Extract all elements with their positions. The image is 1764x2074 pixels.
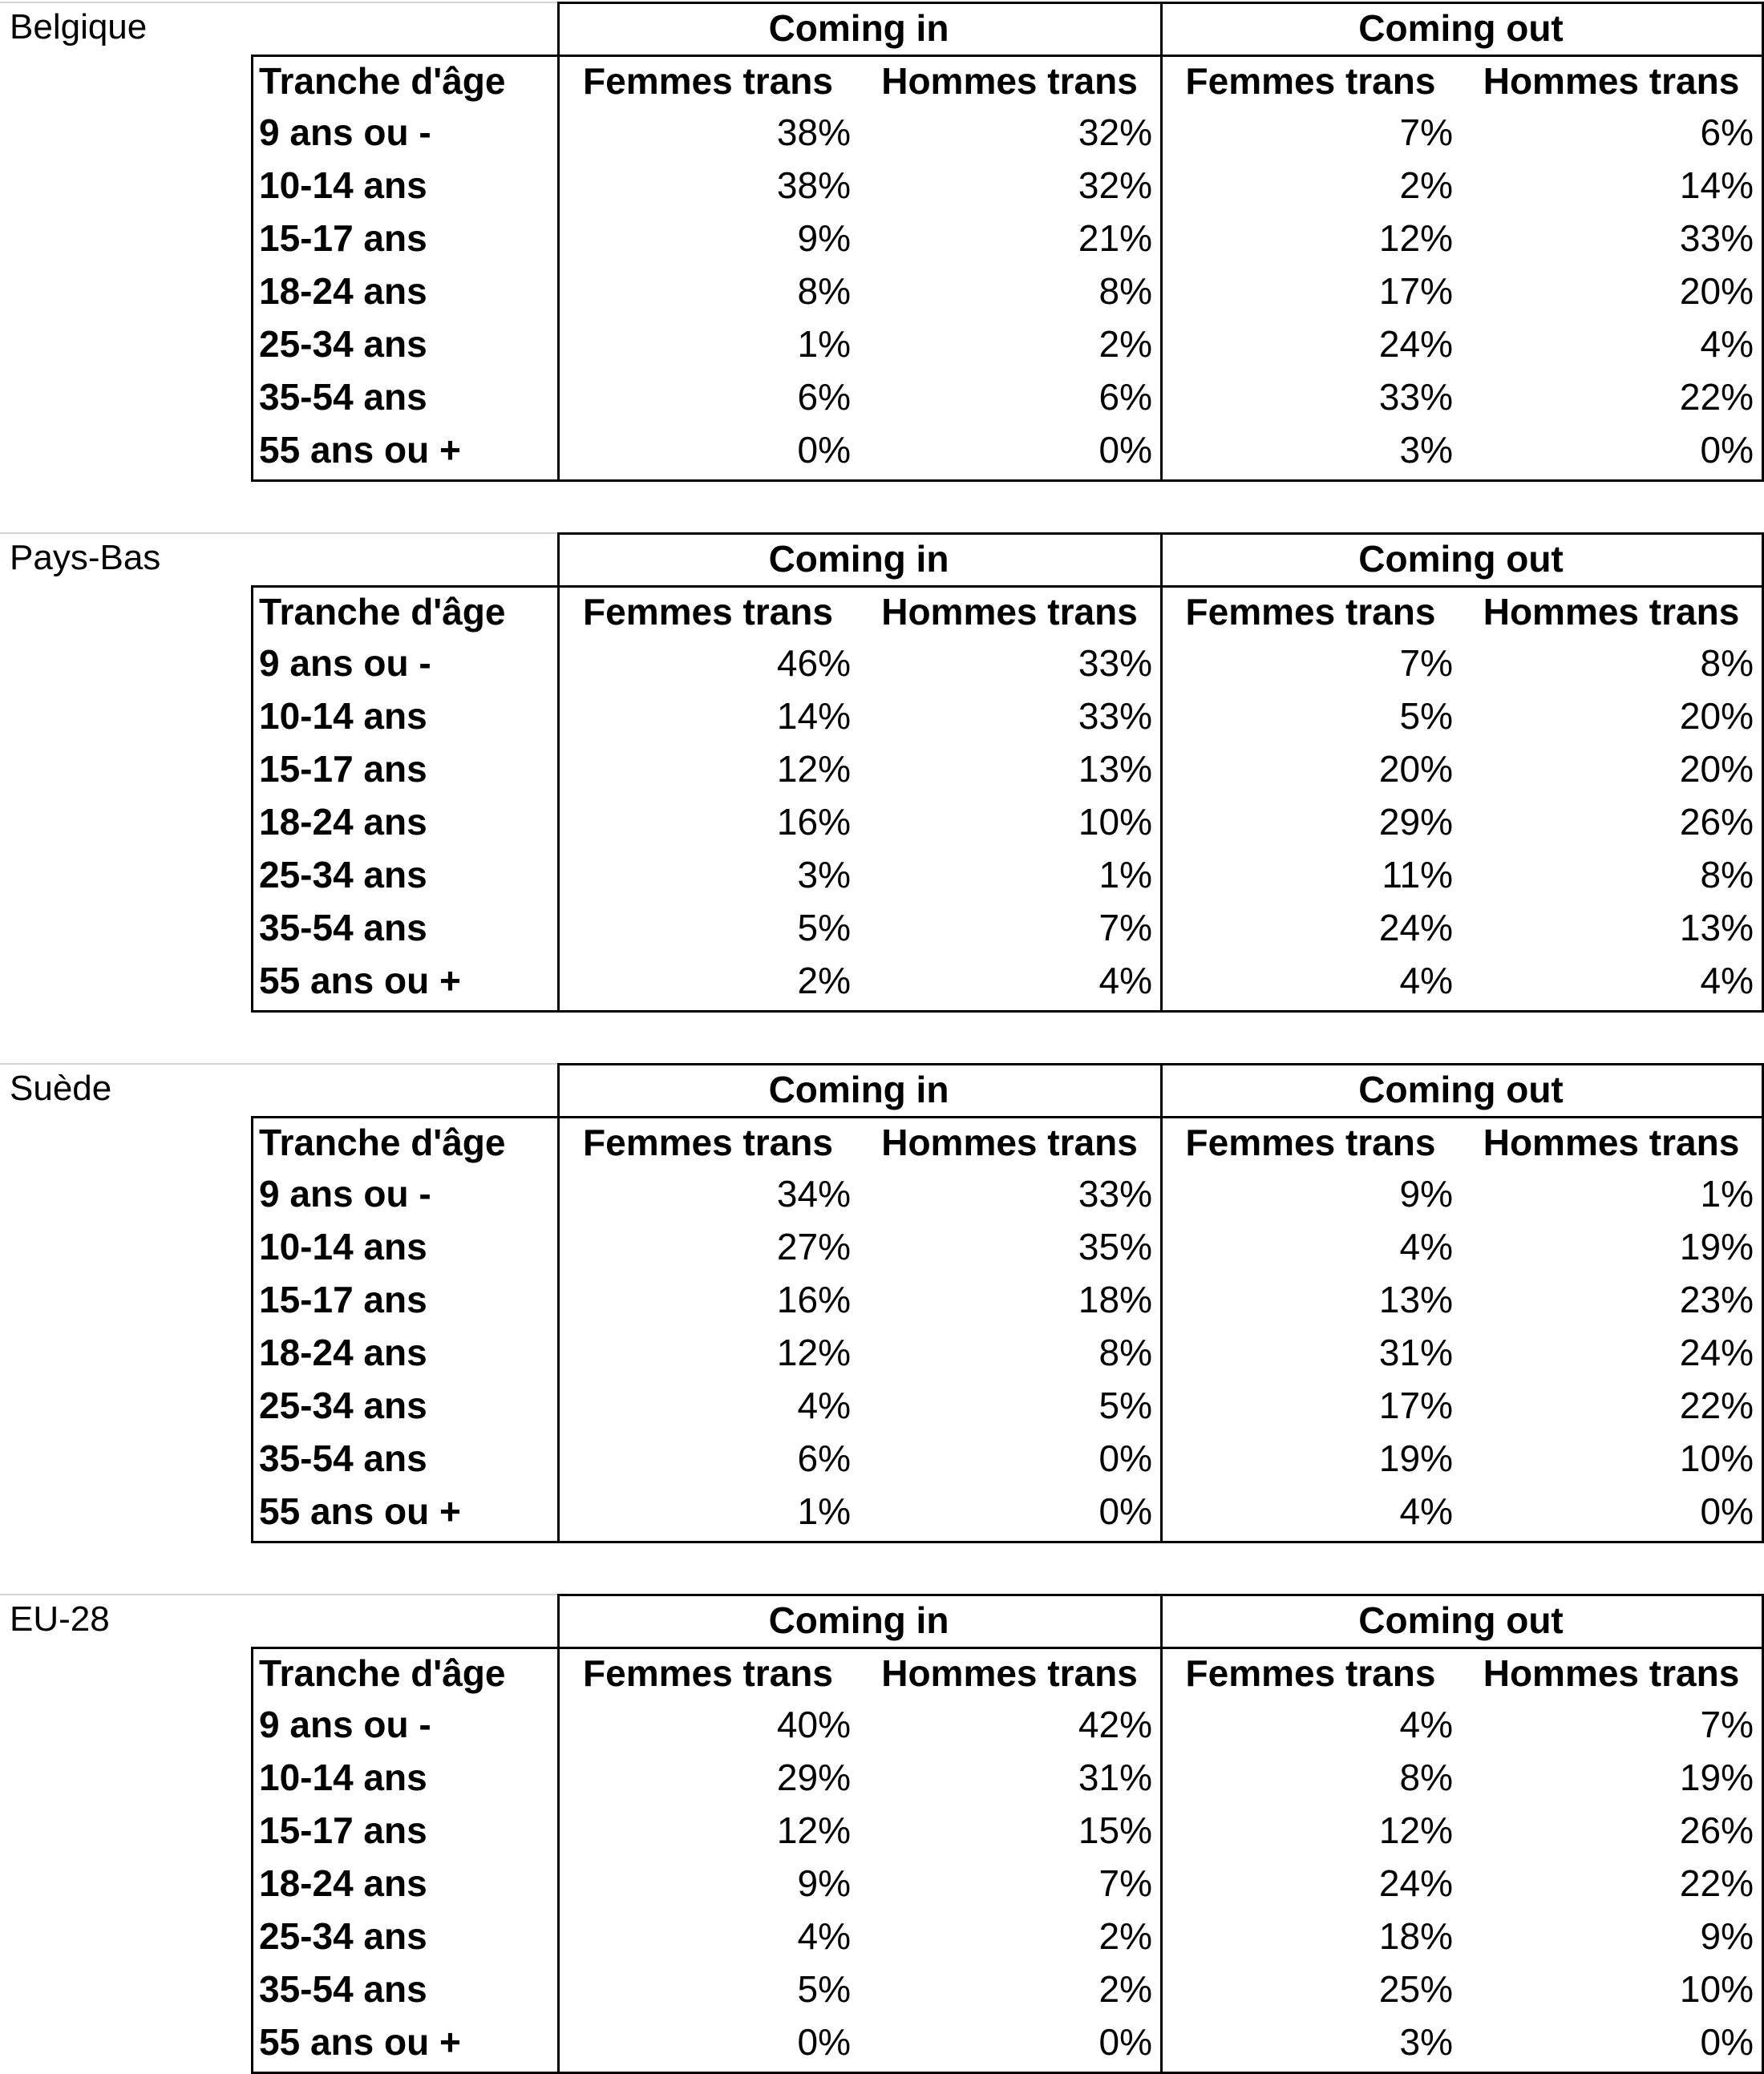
percentage-cell[interactable]: 4%: [1399, 1490, 1453, 1532]
percentage-cell[interactable]: 16%: [776, 801, 851, 843]
percentage-cell[interactable]: 0%: [797, 2021, 851, 2063]
percentage-cell[interactable]: 22%: [1679, 1385, 1754, 1426]
coming-out-femmes-header: Femmes trans: [1185, 60, 1436, 102]
percentage-cell[interactable]: 14%: [1679, 164, 1754, 206]
age-group-label: 9 ans ou -: [259, 642, 431, 684]
percentage-cell[interactable]: 4%: [1700, 960, 1754, 1001]
percentage-cell[interactable]: 0%: [1098, 1437, 1152, 1479]
table-border: [557, 1063, 560, 1543]
country-label: Suède: [10, 1069, 112, 1108]
percentage-cell[interactable]: 31%: [1078, 1757, 1152, 1798]
age-group-label: 10-14 ans: [259, 695, 427, 737]
table-border: [251, 55, 1764, 57]
percentage-cell[interactable]: 38%: [776, 164, 851, 206]
gridline: [0, 1594, 557, 1595]
percentage-cell[interactable]: 42%: [1078, 1704, 1152, 1745]
age-group-label: 18-24 ans: [259, 270, 427, 312]
age-column-header: Tranche d'âge: [259, 1652, 506, 1694]
table-border: [557, 1594, 560, 2074]
age-group-label: 25-34 ans: [259, 1385, 427, 1426]
percentage-cell[interactable]: 18%: [1378, 1915, 1453, 1957]
coming-out-femmes-header: Femmes trans: [1185, 591, 1436, 633]
coming-in-hommes-header: Hommes trans: [881, 1122, 1138, 1163]
percentage-cell[interactable]: 23%: [1679, 1279, 1754, 1320]
percentage-cell[interactable]: 6%: [797, 376, 851, 418]
age-group-label: 25-34 ans: [259, 1915, 427, 1957]
age-group-label: 35-54 ans: [259, 376, 427, 418]
percentage-cell[interactable]: 13%: [1679, 907, 1754, 948]
percentage-cell[interactable]: 1%: [1098, 854, 1152, 895]
percentage-cell[interactable]: 5%: [797, 907, 851, 948]
percentage-cell[interactable]: 9%: [797, 1862, 851, 1904]
percentage-cell[interactable]: 33%: [1078, 642, 1152, 684]
percentage-cell[interactable]: 20%: [1679, 270, 1754, 312]
percentage-cell[interactable]: 19%: [1679, 1226, 1754, 1267]
percentage-cell[interactable]: 29%: [1378, 801, 1453, 843]
gridline: [0, 2, 557, 3]
percentage-cell[interactable]: 4%: [1399, 1704, 1453, 1745]
coming-out-hommes-header: Hommes trans: [1483, 1122, 1740, 1163]
age-group-label: 10-14 ans: [259, 1757, 427, 1798]
table-block-3: [0, 1592, 1764, 2073]
percentage-cell[interactable]: 0%: [1700, 1490, 1754, 1532]
coming-in-femmes-header: Femmes trans: [583, 1652, 833, 1694]
percentage-cell[interactable]: 2%: [1098, 1915, 1152, 1957]
age-column-header: Tranche d'âge: [259, 60, 506, 102]
percentage-cell[interactable]: 14%: [776, 695, 851, 737]
percentage-cell[interactable]: 2%: [797, 960, 851, 1001]
age-group-label: 10-14 ans: [259, 164, 427, 206]
percentage-cell[interactable]: 16%: [776, 1279, 851, 1320]
table-border: [251, 585, 253, 1013]
country-label: EU-28: [10, 1599, 110, 1639]
percentage-cell[interactable]: 12%: [1378, 217, 1453, 259]
percentage-cell[interactable]: 1%: [1700, 1173, 1754, 1215]
age-column-header: Tranche d'âge: [259, 591, 506, 633]
percentage-cell[interactable]: 6%: [797, 1437, 851, 1479]
coming-out-header: Coming out: [1358, 1069, 1564, 1110]
percentage-cell[interactable]: 8%: [1098, 1332, 1152, 1373]
percentage-cell[interactable]: 0%: [1098, 1490, 1152, 1532]
age-group-label: 55 ans ou +: [259, 1490, 461, 1532]
percentage-cell[interactable]: 9%: [1399, 1173, 1453, 1215]
percentage-cell[interactable]: 12%: [776, 1809, 851, 1851]
percentage-cell[interactable]: 4%: [797, 1385, 851, 1426]
percentage-cell[interactable]: 33%: [1378, 376, 1453, 418]
age-group-label: 15-17 ans: [259, 748, 427, 790]
table-border: [251, 1541, 1764, 1543]
percentage-cell[interactable]: 7%: [1098, 907, 1152, 948]
percentage-cell[interactable]: 8%: [1700, 854, 1754, 895]
percentage-cell[interactable]: 31%: [1378, 1332, 1453, 1373]
gridline: [0, 1063, 557, 1065]
age-group-label: 9 ans ou -: [259, 1173, 431, 1215]
percentage-cell[interactable]: 35%: [1078, 1226, 1152, 1267]
age-group-label: 35-54 ans: [259, 1437, 427, 1479]
percentage-cell[interactable]: 46%: [776, 642, 851, 684]
percentage-cell[interactable]: 5%: [797, 1968, 851, 2010]
percentage-cell[interactable]: 11%: [1382, 854, 1453, 895]
percentage-cell[interactable]: 1%: [797, 323, 851, 365]
age-group-label: 55 ans ou +: [259, 960, 461, 1001]
table-border: [1160, 532, 1163, 1013]
coming-out-header: Coming out: [1358, 1599, 1564, 1641]
percentage-cell[interactable]: 19%: [1378, 1437, 1453, 1479]
percentage-cell[interactable]: 24%: [1378, 323, 1453, 365]
coming-in-femmes-header: Femmes trans: [583, 60, 833, 102]
coming-in-header: Coming in: [768, 7, 949, 49]
table-border: [1160, 1594, 1163, 2074]
percentage-cell[interactable]: 4%: [1700, 323, 1754, 365]
percentage-cell[interactable]: 12%: [1378, 1809, 1453, 1851]
percentage-cell[interactable]: 2%: [1098, 1968, 1152, 2010]
percentage-cell[interactable]: 4%: [1399, 1226, 1453, 1267]
table-border: [251, 1647, 1764, 1649]
percentage-cell[interactable]: 4%: [1399, 960, 1453, 1001]
percentage-cell[interactable]: 7%: [1700, 1704, 1754, 1745]
coming-out-header: Coming out: [1358, 7, 1564, 49]
percentage-cell[interactable]: 24%: [1679, 1332, 1754, 1373]
table-border: [251, 1116, 253, 1543]
age-column-header: Tranche d'âge: [259, 1122, 506, 1163]
percentage-cell[interactable]: 17%: [1378, 270, 1453, 312]
table-border: [251, 1647, 253, 2074]
coming-in-header: Coming in: [768, 1599, 949, 1641]
percentage-cell[interactable]: 40%: [776, 1704, 851, 1745]
age-group-label: 15-17 ans: [259, 1809, 427, 1851]
age-group-label: 9 ans ou -: [259, 111, 431, 153]
country-label: Belgique: [10, 7, 148, 46]
percentage-cell[interactable]: 3%: [797, 854, 851, 895]
percentage-cell[interactable]: 7%: [1399, 111, 1453, 153]
percentage-cell[interactable]: 10%: [1679, 1968, 1754, 2010]
percentage-cell[interactable]: 20%: [1679, 748, 1754, 790]
percentage-cell[interactable]: 22%: [1679, 1862, 1754, 1904]
coming-out-femmes-header: Femmes trans: [1185, 1652, 1436, 1694]
table-border: [557, 2, 560, 482]
percentage-cell[interactable]: 0%: [1098, 2021, 1152, 2063]
age-group-label: 35-54 ans: [259, 907, 427, 948]
percentage-cell[interactable]: 22%: [1679, 376, 1754, 418]
age-group-label: 9 ans ou -: [259, 1704, 431, 1745]
table-border: [557, 532, 560, 1013]
percentage-cell[interactable]: 8%: [1399, 1757, 1453, 1798]
percentage-cell[interactable]: 12%: [776, 1332, 851, 1373]
percentage-cell[interactable]: 7%: [1098, 1862, 1152, 1904]
table-border: [251, 1116, 1764, 1118]
table-border: [1160, 1063, 1163, 1543]
age-group-label: 18-24 ans: [259, 1332, 427, 1373]
percentage-cell[interactable]: 25%: [1378, 1968, 1453, 2010]
percentage-cell[interactable]: 26%: [1679, 801, 1754, 843]
table-border: [251, 479, 1764, 482]
percentage-cell[interactable]: 4%: [797, 1915, 851, 1957]
percentage-cell[interactable]: 27%: [776, 1226, 851, 1267]
percentage-cell[interactable]: 15%: [1078, 1809, 1152, 1851]
percentage-cell[interactable]: 13%: [1378, 1279, 1453, 1320]
percentage-cell[interactable]: 20%: [1378, 748, 1453, 790]
table-block-1: [0, 531, 1764, 1012]
percentage-cell[interactable]: 33%: [1078, 1173, 1152, 1215]
table-block-0: [0, 0, 1764, 481]
coming-out-header: Coming out: [1358, 538, 1564, 580]
percentage-cell[interactable]: 8%: [797, 270, 851, 312]
coming-in-hommes-header: Hommes trans: [881, 591, 1138, 633]
percentage-cell[interactable]: 13%: [1078, 748, 1152, 790]
age-group-label: 55 ans ou +: [259, 2021, 461, 2063]
percentage-cell[interactable]: 0%: [1700, 429, 1754, 471]
age-group-label: 25-34 ans: [259, 854, 427, 895]
percentage-cell[interactable]: 12%: [776, 748, 851, 790]
percentage-cell[interactable]: 7%: [1399, 642, 1453, 684]
percentage-cell[interactable]: 4%: [1098, 960, 1152, 1001]
percentage-cell[interactable]: 32%: [1078, 164, 1152, 206]
coming-in-header: Coming in: [768, 538, 949, 580]
coming-in-header: Coming in: [768, 1069, 949, 1110]
percentage-cell[interactable]: 17%: [1378, 1385, 1453, 1426]
coming-out-hommes-header: Hommes trans: [1483, 591, 1740, 633]
percentage-cell[interactable]: 0%: [1098, 429, 1152, 471]
percentage-cell[interactable]: 1%: [797, 1490, 851, 1532]
percentage-cell[interactable]: 9%: [1700, 1915, 1754, 1957]
coming-in-hommes-header: Hommes trans: [881, 1652, 1138, 1694]
percentage-cell[interactable]: 26%: [1679, 1809, 1754, 1851]
percentage-cell[interactable]: 5%: [1399, 695, 1453, 737]
percentage-cell[interactable]: 29%: [776, 1757, 851, 1798]
age-group-label: 15-17 ans: [259, 1279, 427, 1320]
percentage-cell[interactable]: 38%: [776, 111, 851, 153]
age-group-label: 15-17 ans: [259, 217, 427, 259]
percentage-cell[interactable]: 9%: [797, 217, 851, 259]
table-border: [251, 1010, 1764, 1013]
age-group-label: 18-24 ans: [259, 801, 427, 843]
percentage-cell[interactable]: 33%: [1679, 217, 1754, 259]
age-group-label: 25-34 ans: [259, 323, 427, 365]
percentage-cell[interactable]: 33%: [1078, 695, 1152, 737]
percentage-cell[interactable]: 34%: [776, 1173, 851, 1215]
percentage-cell[interactable]: 21%: [1078, 217, 1152, 259]
percentage-cell[interactable]: 3%: [1399, 429, 1453, 471]
table-border: [251, 55, 253, 482]
coming-out-hommes-header: Hommes trans: [1483, 1652, 1740, 1694]
age-group-label: 35-54 ans: [259, 1968, 427, 2010]
age-group-label: 18-24 ans: [259, 1862, 427, 1904]
table-border: [251, 585, 1764, 588]
percentage-cell[interactable]: 8%: [1098, 270, 1152, 312]
gridline: [0, 532, 557, 534]
table-block-2: [0, 1061, 1764, 1542]
percentage-cell[interactable]: 6%: [1098, 376, 1152, 418]
percentage-cell[interactable]: 10%: [1078, 801, 1152, 843]
percentage-cell[interactable]: 3%: [1399, 2021, 1453, 2063]
age-group-label: 55 ans ou +: [259, 429, 461, 471]
coming-out-hommes-header: Hommes trans: [1483, 60, 1740, 102]
age-group-label: 10-14 ans: [259, 1226, 427, 1267]
percentage-cell[interactable]: 19%: [1679, 1757, 1754, 1798]
coming-in-hommes-header: Hommes trans: [881, 60, 1138, 102]
coming-out-femmes-header: Femmes trans: [1185, 1122, 1436, 1163]
table-border: [1160, 2, 1163, 482]
percentage-cell[interactable]: 20%: [1679, 695, 1754, 737]
percentage-cell[interactable]: 6%: [1700, 111, 1754, 153]
percentage-cell[interactable]: 18%: [1078, 1279, 1152, 1320]
percentage-cell[interactable]: 5%: [1098, 1385, 1152, 1426]
country-label: Pays-Bas: [10, 538, 161, 577]
percentage-cell[interactable]: 24%: [1378, 907, 1453, 948]
coming-in-femmes-header: Femmes trans: [583, 591, 833, 633]
percentage-cell[interactable]: 32%: [1078, 111, 1152, 153]
percentage-cell[interactable]: 2%: [1399, 164, 1453, 206]
percentage-cell[interactable]: 24%: [1378, 1862, 1453, 1904]
percentage-cell[interactable]: 2%: [1098, 323, 1152, 365]
percentage-cell[interactable]: 0%: [797, 429, 851, 471]
percentage-cell[interactable]: 0%: [1700, 2021, 1754, 2063]
coming-in-femmes-header: Femmes trans: [583, 1122, 833, 1163]
percentage-cell[interactable]: 10%: [1679, 1437, 1754, 1479]
percentage-cell[interactable]: 8%: [1700, 642, 1754, 684]
